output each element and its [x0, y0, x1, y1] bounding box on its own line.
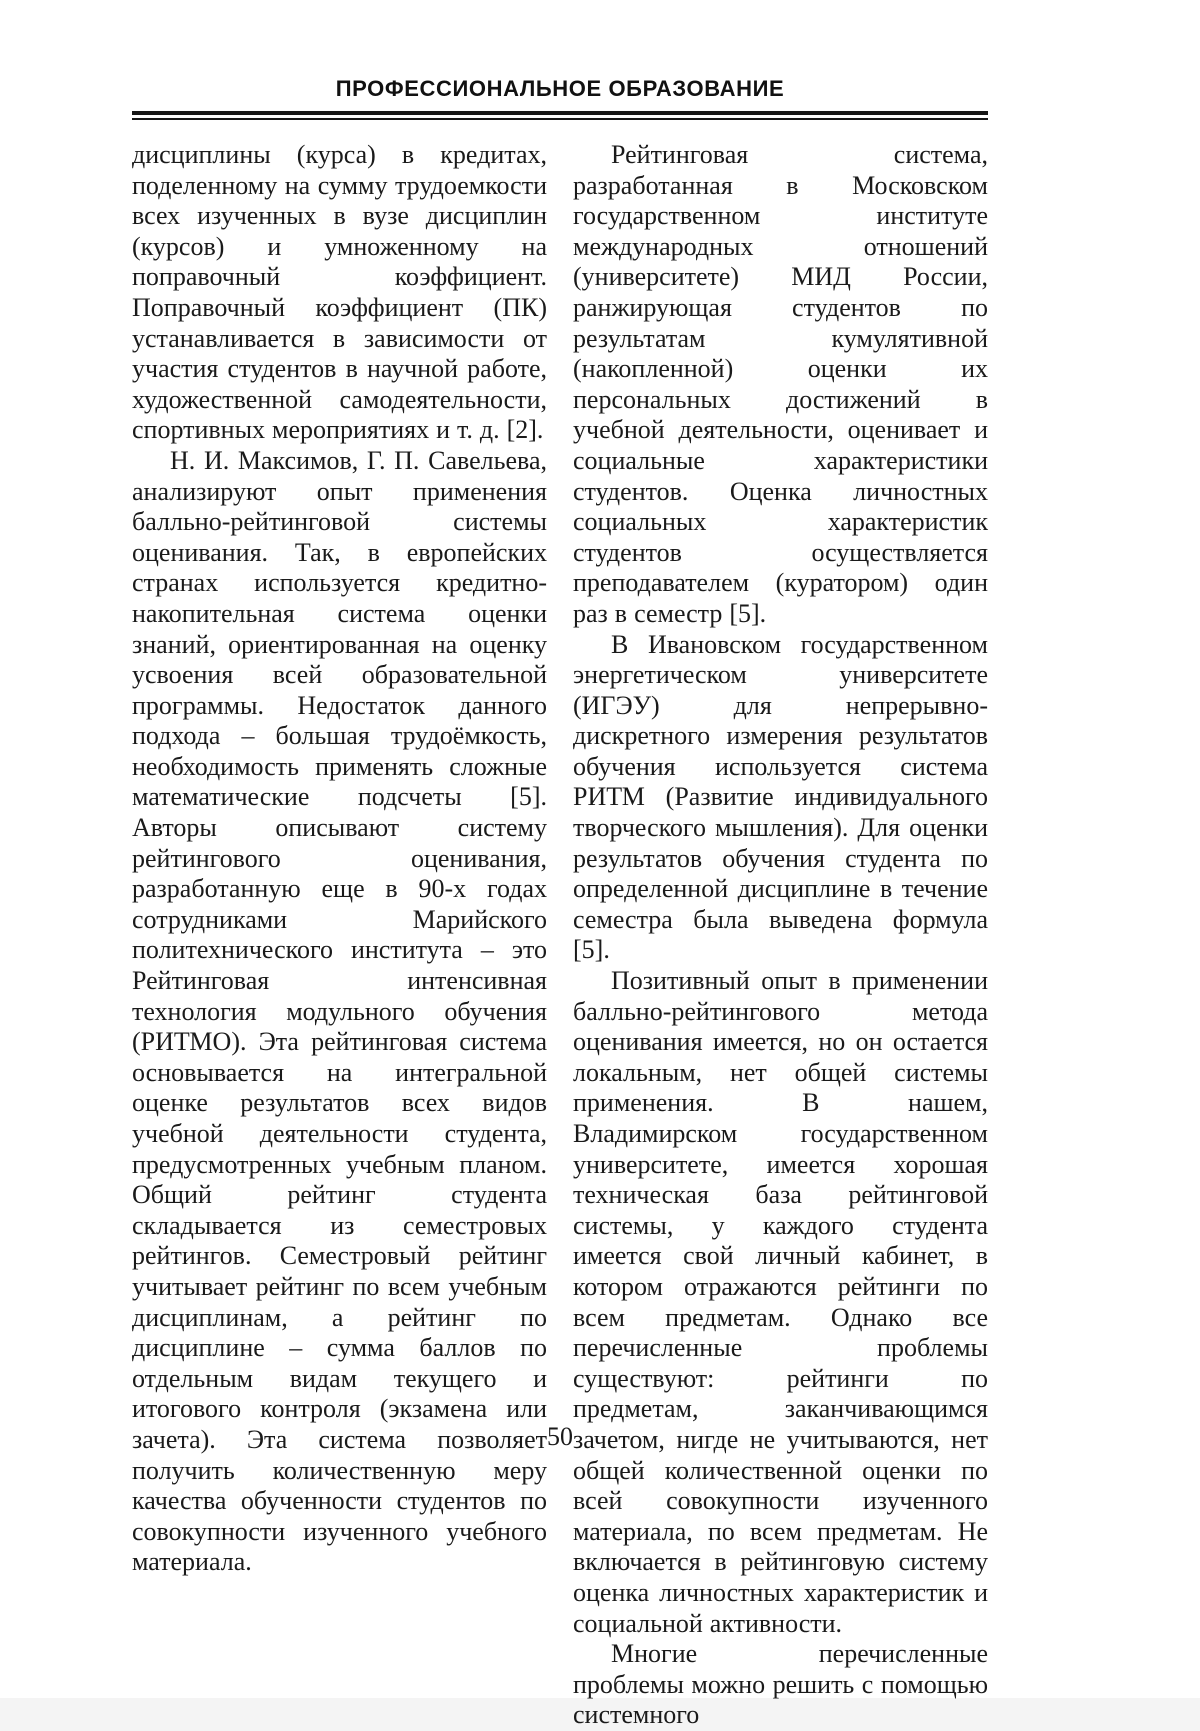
paragraph: Рейтинговая система, разработанная в Московском государственном институте международных отношений (университете) МИД России, ранжирующая студентов по результатам кумулятивной (накопленной) оценки их персональных достижений в учебной деятельности, оценивает и социальные характеристики студентов. Оценка личностных социальных характеристик студентов осуществляется преподавателем (куратором) один раз в семестр [5]. [573, 140, 988, 628]
paragraph: В Ивановском государственном энергетическом университете (ИГЭУ) для непрерывно-дискретного измерения результатов обучения используется система РИТМ (Развитие индивидуального творческого мышления). Для оценки результатов обучения студента по определенной дисциплине в течение семестра была выведена формула [5]. [573, 629, 988, 965]
header-rule [132, 111, 988, 120]
text-columns [132, 140, 988, 1731]
paragraph: Позитивный опыт в применении балльно-рейтингового метода оценивания имеется, но он остается локальным, нет общей системы применения. В нашем, Владимирском государственном университете, имеется хорошая техническая база рейтинговой системы, у каждого студента имеется свой личный кабинет, в котором отражаются рейтинги по всем предметам. Однако все перечисленные проблемы существуют: рейтинги по предметам, заканчивающимся зачетом, нигде не учитываются, нет общей количественной оценки по всей совокупности изученного материала, по всем предметам. Не включается в рейтинговую систему оценка личностных характеристик и социальной активности. [573, 966, 988, 1638]
page-content [132, 76, 988, 1731]
right-column [573, 140, 988, 1731]
page-number: 50 [547, 1422, 573, 1451]
running-head: ПРОФЕССИОНАЛЬНОЕ ОБРАЗОВАНИЕ [335, 76, 785, 101]
paragraph: Н. И. Максимов, Г. П. Савельева, анализируют опыт применения балльно-рейтинговой системы оценивания. Так, в европейских странах используется кредитно-накопительная система оценки знаний, ориентированная на оценку усвоения всей образовательной программы. Недостаток данного подхода – большая трудоёмкость, необходимость применять сложные математические подсчеты [5]. Авторы описывают систему рейтингового оценивания, разработанную еще в 90-х годах сотрудниками Марийского политехнического института – это Рейтинговая интенсивная технология модульного обучения (РИТМО). Эта рейтинговая система основывается на интегральной оценке результатов всех видов учебной деятельности студента, предусмотренных учебным планом. Общий рейтинг студента складывается из семестровых рейтингов. Семестровый рейтинг учитывает рейтинг по всем учебным дисциплинам, а рейтинг по дисциплине – сумма баллов по отдельным видам текущего и итогового контроля (экзамена или зачета). Эта система позволяет получить количественную меру качества обученности студентов по совокупности изученного учебного материала. [132, 445, 547, 1577]
left-column [132, 140, 547, 1731]
paragraph: дисциплины (курса) в кредитах, поделенному на сумму трудоемкости всех изученных в вузе дисциплин (курсов) и умноженному на поправочный коэффициент. Поправочный коэффициент (ПК) устанавливается в зависимости от участия студентов в научной работе, художественной самодеятельности, спортивных мероприятиях и т. д. [2]. [132, 140, 547, 445]
paragraph: Многие перечисленные проблемы можно решить с помощью системного [573, 1639, 988, 1730]
